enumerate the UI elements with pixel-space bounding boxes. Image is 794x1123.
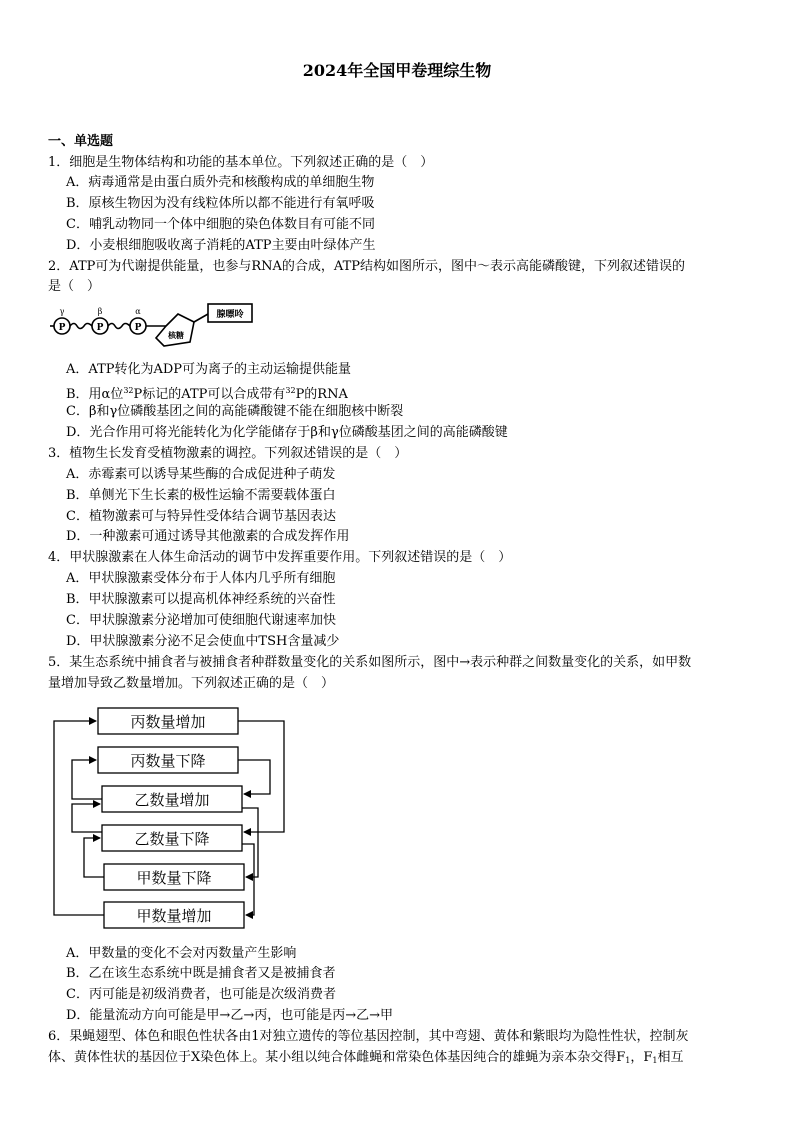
population-relation-diagram [48, 704, 298, 934]
question-5-option-d: D．能量流动方向可能是甲→乙→丙，也可能是丙→乙→甲 [66, 1008, 393, 1023]
box-label-3: 乙数量增加 [134, 791, 210, 809]
box-label-1: 丙数量增加 [130, 713, 206, 731]
question-5-stem-cont: 量增加导致乙数量增加。下列叙述正确的是（ ） [48, 676, 335, 691]
ribose-label: 核糖 [168, 330, 184, 340]
gamma-label: γ [59, 307, 65, 316]
arrow-jia-inc-to-bing-inc [54, 721, 104, 915]
question-6-stem-cont: 体、黄体性状的基因位于X染色体上。某小组以纯合体雌蝇和常染色体基因纯合的雄蝇为亲本杂交得$F_1$，$F_1$相互 [48, 1050, 684, 1065]
question-2-option-b: B．用α位$^{32}$P标记的ATP可以合成带有$^{32}$P的RNA [66, 386, 348, 402]
question-2-stem-cont: 是（ ） [48, 279, 101, 294]
question-4-option-a: A．甲状腺激素受体分布于人体内几乎所有细胞 [66, 571, 336, 586]
box-label-5: 甲数量下降 [136, 869, 212, 887]
question-5-option-a: A．甲数量的变化不会对丙数量产生影响 [66, 946, 297, 961]
alpha-label: α [135, 307, 141, 316]
question-6-stem: 6．果蝇翅型、体色和眼色性状各由1对独立遗传的等位基因控制，其中弯翅、黄体和紫眼均为隐性性状，控制灰 [48, 1029, 689, 1044]
arrow-bing-dec-to-yi-inc [238, 760, 270, 794]
page-title: 2024年全国甲卷理综生物 [302, 61, 492, 80]
question-4-stem: 4．甲状腺激素在人体生命活动的调节中发挥重要作用。下列叙述错误的是（ ） [48, 550, 512, 565]
arrow-bing-inc-to-yi-dec [238, 721, 284, 832]
section-heading: 一、单选题 [48, 134, 114, 149]
question-1-stem: 1．细胞是生物体结构和功能的基本单位。下列叙述正确的是（ ） [48, 155, 434, 170]
box-label-2: 丙数量下降 [130, 752, 206, 770]
box-label-4: 乙数量下降 [134, 830, 210, 848]
question-4-option-b: B．甲状腺激素可以提高机体神经系统的兴奋性 [66, 592, 336, 607]
question-1-option-c: C．哺乳动物同一个体中细胞的染色体数目有可能不同 [66, 217, 375, 232]
atp-structure-figure [48, 300, 268, 360]
question-2-stem: 2．ATP可为代谢提供能量，也参与RNA的合成，ATP结构如图所示，图中～表示高能磷酸键，下列叙述错误的 [48, 259, 686, 274]
p-label-3: P [134, 323, 142, 333]
question-2-option-d: D．光合作用可将光能转化为化学能储存于β和γ位磷酸基团之间的高能磷酸键 [66, 425, 508, 440]
question-2-option-c: C．β和γ位磷酸基团之间的高能磷酸键不能在细胞核中断裂 [66, 404, 404, 419]
question-3-option-c: C．植物激素可与特异性受体结合调节基因表达 [66, 509, 336, 524]
question-2-option-a: A．ATP转化为ADP可为离子的主动运输提供能量 [66, 362, 352, 377]
question-5-option-b: B．乙在该生态系统中既是捕食者又是被捕食者 [66, 966, 336, 981]
question-3-option-a: A．赤霉素可以诱导某些酶的合成促进种子萌发 [66, 467, 336, 482]
question-5-option-c: C．丙可能是初级消费者，也可能是次级消费者 [66, 987, 336, 1002]
arrow-yi-dec-link [72, 804, 102, 832]
adenine-label: 腺嘌呤 [216, 310, 244, 320]
question-1-option-a: A．病毒通常是由蛋白质外壳和核酸构成的单细胞生物 [66, 175, 375, 190]
beta-label: β [97, 307, 103, 316]
question-3-stem: 3．植物生长发育受植物激素的调控。下列叙述错误的是（ ） [48, 446, 408, 461]
arrow-jia-dec-to-yi-dec [84, 838, 104, 877]
question-4-option-c: C．甲状腺激素分泌增加可使细胞代谢速率加快 [66, 613, 336, 628]
p-label-2: P [96, 323, 104, 333]
question-4-option-d: D．甲状腺激素分泌不足会使血中TSH含量减少 [66, 634, 340, 649]
p-label-1: P [58, 323, 66, 333]
question-3-option-b: B．单侧光下生长素的极性运输不需要载体蛋白 [66, 488, 336, 503]
question-5-stem: 5．某生态系统中捕食者与被捕食者种群数量变化的关系如图所示，图中→表示种群之间数量变化的关系，如甲数 [48, 655, 692, 670]
box-label-6: 甲数量增加 [136, 907, 212, 925]
question-1-option-d: D．小麦根细胞吸收离子消耗的ATP主要由叶绿体产生 [66, 238, 376, 253]
arrow-yi-dec-to-jia-inc [246, 854, 254, 915]
question-3-option-d: D．一种激素可通过诱导其他激素的合成发挥作用 [66, 529, 350, 544]
question-1-option-b: B．原核生物因为没有线粒体所以都不能进行有氧呼吸 [66, 196, 375, 211]
